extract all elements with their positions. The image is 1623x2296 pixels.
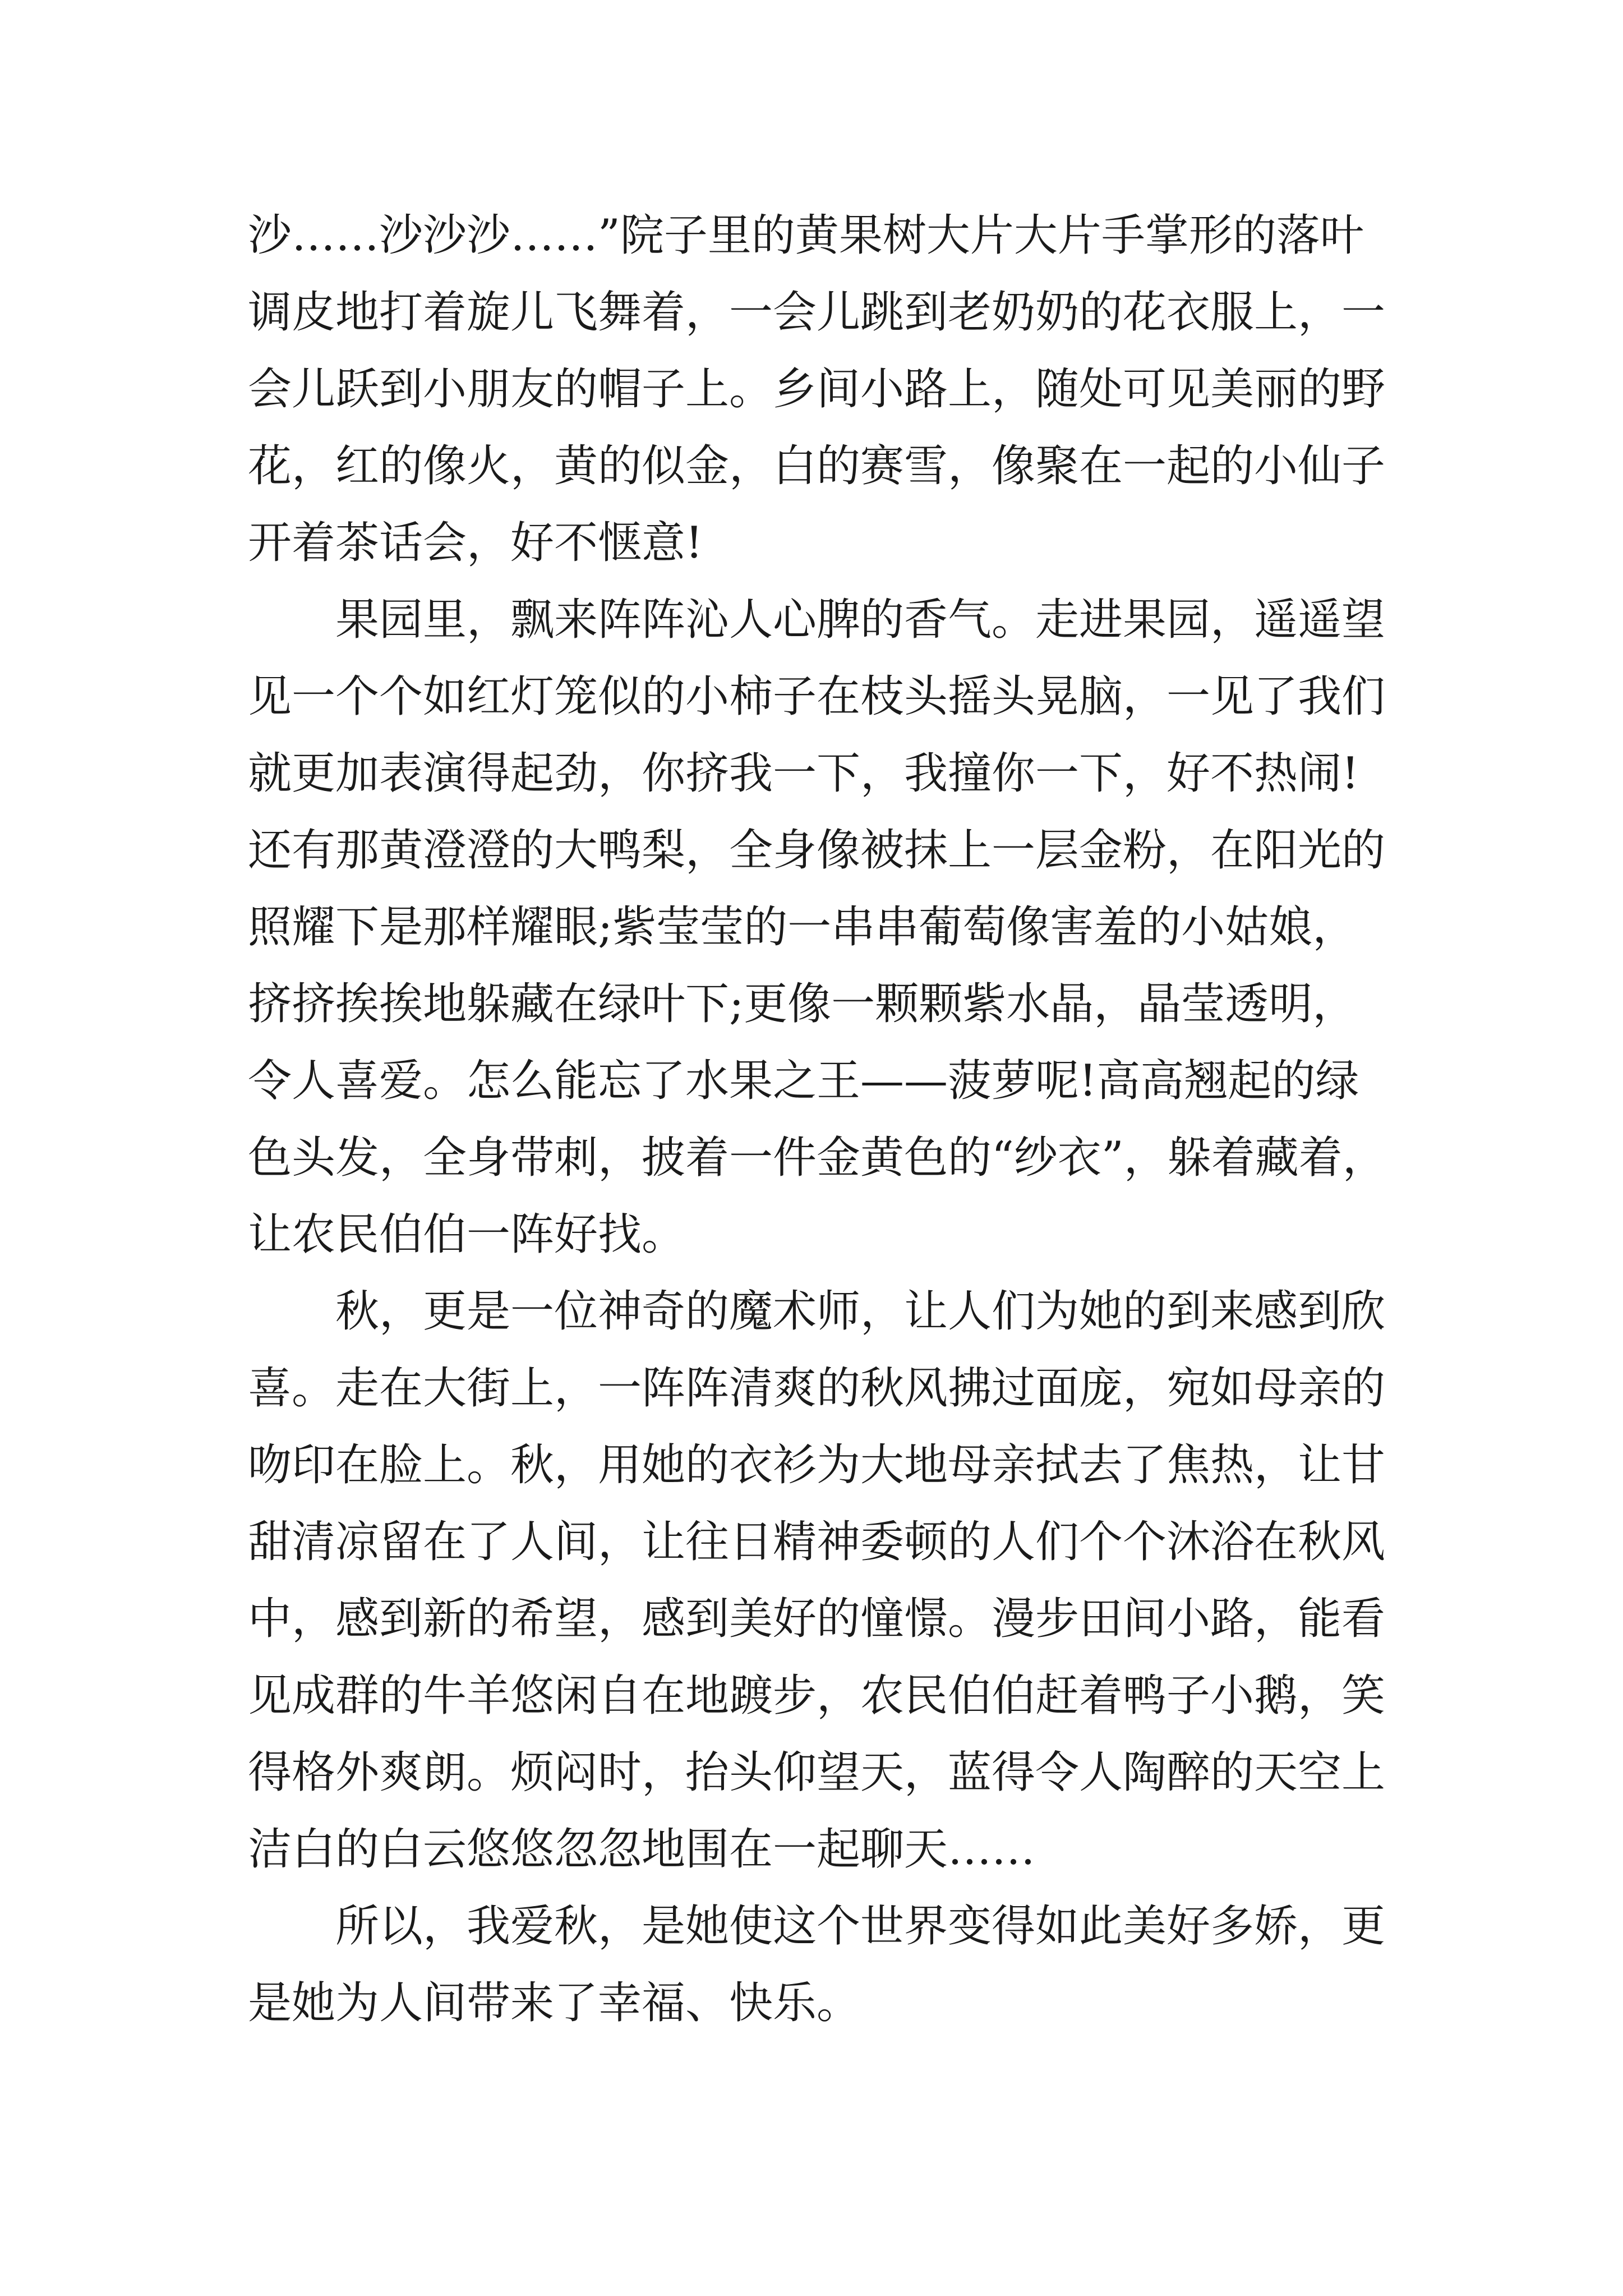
text-line: 果园里，飘来阵阵沁人心脾的香气。走进果园，遥遥望 (248, 595, 1386, 645)
text-line: 见成群的牛羊悠闲自在地踱步，农民伯伯赶着鸭子小鹅，笑 (248, 1671, 1386, 1721)
text-line: 是她为人间带来了幸福、快乐。 (248, 1978, 861, 2028)
text-line: 开着茶话会，好不惬意! (248, 518, 703, 568)
text-line: 挤挤挨挨地躲藏在绿叶下;更像一颗颗紫水晶，晶莹透明， (248, 979, 1357, 1029)
text-line: 照耀下是那样耀眼;紫莹莹的一串串葡萄像害羞的小姑娘， (248, 902, 1357, 953)
text-line: 吻印在脸上。秋，用她的衣衫为大地母亲拭去了焦热，让甘 (248, 1440, 1386, 1490)
text-line: 令人喜爱。怎么能忘了水果之王——菠萝呢!高高翘起的绿 (248, 1056, 1359, 1106)
text-line: 就更加表演得起劲，你挤我一下，我撞你一下，好不热闹! (248, 748, 1359, 799)
text-line: 中，感到新的希望，感到美好的憧憬。漫步田间小路，能看 (248, 1594, 1386, 1644)
text-line: 所以，我爱秋，是她使这个世界变得如此美好多娇，更 (248, 1901, 1386, 1952)
text-line: 花，红的像火，黄的似金，白的赛雪，像聚在一起的小仙子 (248, 441, 1386, 491)
text-line: 见一个个如红灯笼似的小柿子在枝头摇头晃脑，一见了我们 (248, 671, 1386, 722)
text-line: 会儿跃到小朋友的帽子上。乡间小路上，随处可见美丽的野 (248, 364, 1386, 415)
text-line: 得格外爽朗。烦闷时，抬头仰望天，蓝得令人陶醉的天空上 (248, 1747, 1386, 1798)
text-line: 洁白的白云悠悠忽忽地围在一起聊天…… (248, 1824, 1036, 1875)
text-line: 让农民伯伯一阵好找。 (248, 1209, 686, 1260)
text-line: 沙……沙沙沙……”院子里的黄果树大片大片手掌形的落叶 (248, 210, 1364, 261)
text-line: 调皮地打着旋儿飞舞着，一会儿跳到老奶奶的花衣服上，一 (248, 287, 1386, 338)
text-line: 色头发，全身带刺，披着一件金黄色的“纱衣”，躲着藏着， (248, 1133, 1386, 1183)
text-line: 甜清凉留在了人间，让往日精神委顿的人们个个沐浴在秋风 (248, 1517, 1386, 1567)
text-line: 还有那黄澄澄的大鸭梨，全身像被抹上一层金粉，在阳光的 (248, 825, 1386, 876)
text-line: 秋，更是一位神奇的魔术师，让人们为她的到来感到欣 (248, 1286, 1386, 1337)
text-line: 喜。走在大街上，一阵阵清爽的秋风拂过面庞，宛如母亲的 (248, 1363, 1386, 1414)
body-text (248, 197, 1398, 2042)
